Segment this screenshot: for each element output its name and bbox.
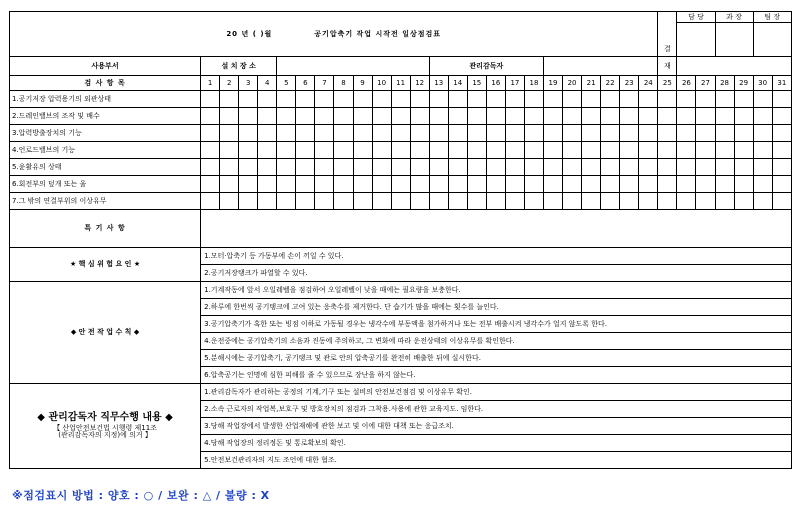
- check-cell[interactable]: [296, 176, 315, 193]
- check-cell[interactable]: [772, 91, 791, 108]
- check-cell[interactable]: [543, 159, 562, 176]
- day-header: 8: [334, 76, 353, 91]
- check-item: 2.드레인밸브의 조작 및 배수: [10, 108, 201, 125]
- check-cell[interactable]: [772, 108, 791, 125]
- day-header: 9: [353, 76, 372, 91]
- check-cell[interactable]: [258, 91, 277, 108]
- supervisor-duty-item: 4.당해 작업장의 정리정돈 및 통로확보의 확인.: [201, 435, 792, 452]
- check-cell[interactable]: [772, 142, 791, 159]
- day-header: 6: [296, 76, 315, 91]
- check-cell[interactable]: [658, 159, 677, 176]
- supervisor-duty-item: 1.관리감독자가 관리하는 공정의 기계,기구 또는 설비의 안전보건점검 및 이상유무 확인.: [201, 384, 792, 401]
- check-cell[interactable]: [620, 108, 639, 125]
- check-cell[interactable]: [772, 125, 791, 142]
- check-item: 7.그 밖의 연결부위의 이상유무: [10, 193, 201, 210]
- check-cell[interactable]: [353, 142, 372, 159]
- check-cell[interactable]: [391, 176, 410, 193]
- special-notes-label: 특 기 사 항: [10, 210, 201, 248]
- check-cell[interactable]: [524, 176, 543, 193]
- check-cell[interactable]: [677, 159, 696, 176]
- check-item: 4.언로드밸브의 기능: [10, 142, 201, 159]
- day-header: 22: [601, 76, 620, 91]
- check-cell[interactable]: [563, 159, 582, 176]
- approval-label-bottom: 재: [658, 57, 677, 76]
- check-cell[interactable]: [486, 159, 505, 176]
- check-cell[interactable]: [296, 91, 315, 108]
- check-cell[interactable]: [620, 125, 639, 142]
- supervisor-duties-block: [10, 384, 201, 469]
- check-cell[interactable]: [753, 142, 772, 159]
- day-header: 12: [410, 76, 429, 91]
- check-cell[interactable]: [410, 125, 429, 142]
- check-cell[interactable]: [734, 142, 753, 159]
- check-cell[interactable]: [696, 176, 715, 193]
- check-cell[interactable]: [524, 193, 543, 210]
- marking-legend: ※점검표시 방법 : 양호 : ○ / 보완 : △ / 불량 : X: [12, 489, 270, 502]
- check-cell[interactable]: [448, 176, 467, 193]
- check-cell[interactable]: [315, 108, 334, 125]
- check-cell[interactable]: [505, 176, 524, 193]
- check-cell[interactable]: [658, 142, 677, 159]
- check-cell[interactable]: [334, 108, 353, 125]
- day-header: 13: [429, 76, 448, 91]
- check-cell[interactable]: [448, 193, 467, 210]
- check-cell[interactable]: [734, 108, 753, 125]
- check-cell[interactable]: [677, 142, 696, 159]
- check-cell[interactable]: [391, 125, 410, 142]
- safety-rule-item: 3.공기압축기가 혹한 또는 빙점 이하로 가동될 경우는 냉각수에 부동액을 첨가하거나 또는 전부 배출시켜 냉각수가 얼지 않도록 한다.: [201, 316, 792, 333]
- check-cell[interactable]: [391, 159, 410, 176]
- check-cell[interactable]: [220, 193, 239, 210]
- check-cell[interactable]: [429, 125, 448, 142]
- check-cell[interactable]: [734, 91, 753, 108]
- check-cell[interactable]: [334, 142, 353, 159]
- site-value[interactable]: [277, 57, 429, 76]
- check-cell[interactable]: [201, 125, 220, 142]
- check-cell[interactable]: [563, 108, 582, 125]
- check-cell[interactable]: [772, 159, 791, 176]
- signer-team-lead: 팀 장: [753, 12, 791, 23]
- check-cell[interactable]: [620, 159, 639, 176]
- check-cell[interactable]: [410, 91, 429, 108]
- check-cell[interactable]: [772, 176, 791, 193]
- check-cell[interactable]: [524, 142, 543, 159]
- check-cell[interactable]: [467, 176, 486, 193]
- check-cell[interactable]: [239, 125, 258, 142]
- check-cell[interactable]: [334, 176, 353, 193]
- check-cell[interactable]: [372, 108, 391, 125]
- check-cell[interactable]: [715, 176, 734, 193]
- check-cell[interactable]: [563, 142, 582, 159]
- day-header: 16: [486, 76, 505, 91]
- check-cell[interactable]: [429, 176, 448, 193]
- day-header: 30: [753, 76, 772, 91]
- check-cell[interactable]: [239, 108, 258, 125]
- check-cell[interactable]: [582, 159, 601, 176]
- check-cell[interactable]: [543, 142, 562, 159]
- supervisor-duties-label: ◆ 관리감독자 직무수행 내용 ◆: [37, 412, 173, 423]
- check-cell[interactable]: [696, 159, 715, 176]
- check-cell[interactable]: [715, 91, 734, 108]
- check-cell[interactable]: [239, 159, 258, 176]
- day-header: 23: [620, 76, 639, 91]
- check-cell[interactable]: [277, 142, 296, 159]
- day-header: 28: [715, 76, 734, 91]
- day-header: 7: [315, 76, 334, 91]
- check-cell[interactable]: [201, 142, 220, 159]
- safety-rule-item: 2.하루에 한번씩 공기탱크에 고여 있는 응축수를 제거한다. 단 습기가 많을 때에는 횟수를 늘인다.: [201, 299, 792, 316]
- check-cell[interactable]: [239, 193, 258, 210]
- check-cell[interactable]: [467, 125, 486, 142]
- supervisor-duty-item: 3.당해 작업장에서 발생한 산업재해에 관한 보고 및 이에 대한 대책 또는 응급조치.: [201, 418, 792, 435]
- check-cell[interactable]: [448, 125, 467, 142]
- check-cell[interactable]: [601, 193, 620, 210]
- signer-staff: 담 당: [677, 12, 715, 23]
- check-cell[interactable]: [239, 176, 258, 193]
- check-cell[interactable]: [429, 193, 448, 210]
- check-cell[interactable]: [391, 91, 410, 108]
- check-cell[interactable]: [220, 108, 239, 125]
- check-cell[interactable]: [201, 176, 220, 193]
- check-cell[interactable]: [391, 108, 410, 125]
- day-header: 19: [543, 76, 562, 91]
- check-cell[interactable]: [563, 193, 582, 210]
- day-header: 21: [582, 76, 601, 91]
- check-cell[interactable]: [753, 193, 772, 210]
- signature-box-team-lead[interactable]: [753, 23, 791, 57]
- check-cell[interactable]: [658, 176, 677, 193]
- check-cell[interactable]: [277, 91, 296, 108]
- check-cell[interactable]: [277, 125, 296, 142]
- check-cell[interactable]: [239, 91, 258, 108]
- special-notes-input[interactable]: [201, 210, 792, 248]
- hazards-label: ★ 핵 심 위 험 요 인 ★: [10, 248, 201, 282]
- check-cell[interactable]: [601, 159, 620, 176]
- check-cell[interactable]: [372, 193, 391, 210]
- day-header: 27: [696, 76, 715, 91]
- check-cell[interactable]: [658, 91, 677, 108]
- check-cell[interactable]: [410, 176, 429, 193]
- check-cell[interactable]: [543, 91, 562, 108]
- check-cell[interactable]: [734, 125, 753, 142]
- check-cell[interactable]: [429, 108, 448, 125]
- check-cell[interactable]: [582, 142, 601, 159]
- check-cell[interactable]: [467, 193, 486, 210]
- check-cell[interactable]: [467, 159, 486, 176]
- check-cell[interactable]: [391, 193, 410, 210]
- check-cell[interactable]: [696, 193, 715, 210]
- check-cell[interactable]: [258, 142, 277, 159]
- day-header: 17: [505, 76, 524, 91]
- check-cell[interactable]: [524, 108, 543, 125]
- check-cell[interactable]: [429, 142, 448, 159]
- day-header: 20: [563, 76, 582, 91]
- check-cell[interactable]: [429, 91, 448, 108]
- check-cell[interactable]: [391, 142, 410, 159]
- check-cell[interactable]: [315, 193, 334, 210]
- check-cell[interactable]: [296, 125, 315, 142]
- check-cell[interactable]: [201, 91, 220, 108]
- check-cell[interactable]: [639, 142, 658, 159]
- title-year: 20 년 ( )월: [226, 29, 273, 38]
- check-cell[interactable]: [467, 91, 486, 108]
- check-cell[interactable]: [334, 125, 353, 142]
- check-cell[interactable]: [601, 125, 620, 142]
- check-cell[interactable]: [696, 142, 715, 159]
- check-cell[interactable]: [448, 142, 467, 159]
- check-cell[interactable]: [429, 159, 448, 176]
- check-cell[interactable]: [410, 142, 429, 159]
- check-cell[interactable]: [696, 108, 715, 125]
- safety-rule-item: 1.기계작동에 앞서 오일레벨을 점검하여 오일레벨이 낮을 때에는 필요량을 보충한다.: [201, 282, 792, 299]
- check-cell[interactable]: [486, 193, 505, 210]
- check-cell[interactable]: [582, 91, 601, 108]
- check-cell[interactable]: [505, 108, 524, 125]
- check-cell[interactable]: [524, 159, 543, 176]
- check-cell[interactable]: [277, 176, 296, 193]
- safety-rule-item: 5.분해시에는 공기압축기, 공기탱크 및 관로 안의 압축공기를 완전히 배출한 뒤에 실시한다.: [201, 350, 792, 367]
- check-cell[interactable]: [277, 108, 296, 125]
- check-cell[interactable]: [486, 142, 505, 159]
- check-cell[interactable]: [372, 159, 391, 176]
- day-header: 2: [220, 76, 239, 91]
- check-cell[interactable]: [201, 159, 220, 176]
- check-cell[interactable]: [201, 193, 220, 210]
- check-cell[interactable]: [696, 91, 715, 108]
- check-cell[interactable]: [334, 91, 353, 108]
- check-cell[interactable]: [734, 176, 753, 193]
- check-cell[interactable]: [372, 91, 391, 108]
- check-cell[interactable]: [353, 91, 372, 108]
- check-cell[interactable]: [277, 193, 296, 210]
- check-cell[interactable]: [315, 125, 334, 142]
- check-cell[interactable]: [543, 176, 562, 193]
- supervisor-value[interactable]: [543, 57, 657, 76]
- check-cell[interactable]: [220, 142, 239, 159]
- check-cell[interactable]: [258, 193, 277, 210]
- check-cell[interactable]: [734, 159, 753, 176]
- check-cell[interactable]: [715, 159, 734, 176]
- check-cell[interactable]: [524, 125, 543, 142]
- check-cell[interactable]: [505, 142, 524, 159]
- day-header: 5: [277, 76, 296, 91]
- check-item: 5.윤활유의 상태: [10, 159, 201, 176]
- check-cell[interactable]: [677, 193, 696, 210]
- check-cell[interactable]: [715, 108, 734, 125]
- day-header: 29: [734, 76, 753, 91]
- signature-box-staff[interactable]: [677, 23, 715, 57]
- check-cell[interactable]: [677, 108, 696, 125]
- check-cell[interactable]: [353, 108, 372, 125]
- dept-label: 사용부서: [10, 57, 201, 76]
- check-cell[interactable]: [410, 108, 429, 125]
- check-cell[interactable]: [753, 176, 772, 193]
- check-cell[interactable]: [486, 108, 505, 125]
- check-cell[interactable]: [448, 159, 467, 176]
- check-cell[interactable]: [315, 91, 334, 108]
- signature-box-extra[interactable]: [677, 57, 792, 76]
- check-cell[interactable]: [563, 176, 582, 193]
- check-cell[interactable]: [658, 125, 677, 142]
- site-label: 설 치 장 소: [201, 57, 277, 76]
- safety-rule-item: 4.운전중에는 공기압축기의 소음과 진동에 주의하고, 그 변화에 따라 운전상태의 이상유무를 확인한다.: [201, 333, 792, 350]
- check-cell[interactable]: [372, 125, 391, 142]
- check-cell[interactable]: [258, 108, 277, 125]
- check-cell[interactable]: [677, 125, 696, 142]
- check-cell[interactable]: [315, 176, 334, 193]
- check-cell[interactable]: [296, 108, 315, 125]
- check-cell[interactable]: [639, 193, 658, 210]
- check-cell[interactable]: [563, 91, 582, 108]
- check-cell[interactable]: [258, 125, 277, 142]
- check-cell[interactable]: [601, 91, 620, 108]
- check-cell[interactable]: [353, 176, 372, 193]
- day-header: 4: [258, 76, 277, 91]
- check-cell[interactable]: [601, 176, 620, 193]
- check-cell[interactable]: [543, 193, 562, 210]
- check-cell[interactable]: [277, 159, 296, 176]
- supervisor-duties-law: 【 산업안전보건법 시행령 제11조: [53, 424, 157, 432]
- hazard-item: 1.모터·압축기 등 가동부에 손이 끼일 수 있다.: [201, 248, 792, 265]
- approval-label-top: 결: [658, 12, 677, 57]
- check-cell[interactable]: [543, 108, 562, 125]
- check-cell[interactable]: [334, 193, 353, 210]
- check-cell[interactable]: [753, 91, 772, 108]
- check-cell[interactable]: [353, 193, 372, 210]
- check-item: 6.회전부의 덮개 또는 울: [10, 176, 201, 193]
- day-header: 26: [677, 76, 696, 91]
- check-cell[interactable]: [753, 159, 772, 176]
- check-cell[interactable]: [448, 91, 467, 108]
- check-item: 1.공기저장 압력용기의 외관상태: [10, 91, 201, 108]
- day-header: 24: [639, 76, 658, 91]
- title-main: 공기압축기 작업 시작전 일상점검표: [314, 29, 442, 38]
- check-cell[interactable]: [372, 176, 391, 193]
- check-cell[interactable]: [220, 159, 239, 176]
- check-cell[interactable]: [296, 159, 315, 176]
- inspection-table: [9, 11, 792, 469]
- day-header: 1: [201, 76, 220, 91]
- check-cell[interactable]: [334, 159, 353, 176]
- check-cell[interactable]: [486, 125, 505, 142]
- check-cell[interactable]: [582, 193, 601, 210]
- day-header: 15: [467, 76, 486, 91]
- check-cell[interactable]: [620, 142, 639, 159]
- hazard-item: 2.공기저장탱크가 파열할 수 있다.: [201, 265, 792, 282]
- check-cell[interactable]: [486, 91, 505, 108]
- check-cell[interactable]: [486, 176, 505, 193]
- check-cell[interactable]: [563, 125, 582, 142]
- check-cell[interactable]: [543, 125, 562, 142]
- check-cell[interactable]: [715, 142, 734, 159]
- check-cell[interactable]: [582, 108, 601, 125]
- check-cell[interactable]: [372, 142, 391, 159]
- check-cell[interactable]: [239, 142, 258, 159]
- day-header: 11: [391, 76, 410, 91]
- check-cell[interactable]: [772, 193, 791, 210]
- check-cell[interactable]: [410, 193, 429, 210]
- check-cell[interactable]: [620, 91, 639, 108]
- signer-manager: 과 장: [715, 12, 753, 23]
- safety-rule-item: 6.압축공기는 인명에 심한 피해를 줄 수 있으므로 장난을 하지 않는다.: [201, 367, 792, 384]
- day-header: 18: [524, 76, 543, 91]
- check-cell[interactable]: [620, 176, 639, 193]
- check-cell[interactable]: [639, 159, 658, 176]
- items-header: 검 사 항 목: [10, 76, 201, 91]
- check-cell[interactable]: [258, 176, 277, 193]
- check-cell[interactable]: [677, 91, 696, 108]
- check-item: 3.압력방출장치의 기능: [10, 125, 201, 142]
- supervisor-duty-item: 2.소속 근로자의 작업복,보호구 및 방호장치의 점검과 그착용.사용에 관한 교육지도. 임한다.: [201, 401, 792, 418]
- check-cell[interactable]: [448, 108, 467, 125]
- check-cell[interactable]: [753, 108, 772, 125]
- check-cell[interactable]: [505, 193, 524, 210]
- supervisor-label: 관리감독자: [429, 57, 543, 76]
- check-cell[interactable]: [353, 125, 372, 142]
- signature-box-manager[interactable]: [715, 23, 753, 57]
- check-cell[interactable]: [639, 125, 658, 142]
- check-cell[interactable]: [582, 125, 601, 142]
- check-cell[interactable]: [715, 193, 734, 210]
- check-cell[interactable]: [658, 108, 677, 125]
- check-cell[interactable]: [258, 159, 277, 176]
- check-cell[interactable]: [524, 91, 543, 108]
- supervisor-duty-item: 5.안전보건관리자의 지도 조언에 대한 협조.: [201, 452, 792, 469]
- day-header: 25: [658, 76, 677, 91]
- check-cell[interactable]: [315, 142, 334, 159]
- check-cell[interactable]: [467, 108, 486, 125]
- safety-rules-label: ◆ 안 전 작 업 수 칙 ◆: [10, 282, 201, 384]
- check-cell[interactable]: [296, 142, 315, 159]
- day-header: 14: [448, 76, 467, 91]
- check-cell[interactable]: [467, 142, 486, 159]
- check-cell[interactable]: [505, 125, 524, 142]
- check-cell[interactable]: [296, 193, 315, 210]
- check-cell[interactable]: [658, 193, 677, 210]
- check-cell[interactable]: [639, 91, 658, 108]
- check-cell[interactable]: [220, 125, 239, 142]
- day-header: 10: [372, 76, 391, 91]
- day-header: 3: [239, 76, 258, 91]
- check-cell[interactable]: [734, 193, 753, 210]
- check-cell[interactable]: [620, 193, 639, 210]
- check-cell[interactable]: [220, 176, 239, 193]
- sheet-title: [10, 12, 658, 57]
- inspection-sheet: [9, 11, 792, 469]
- check-cell[interactable]: [201, 108, 220, 125]
- check-cell[interactable]: [505, 159, 524, 176]
- check-cell[interactable]: [601, 142, 620, 159]
- check-cell[interactable]: [639, 108, 658, 125]
- check-cell[interactable]: [696, 125, 715, 142]
- check-cell[interactable]: [677, 176, 696, 193]
- check-cell[interactable]: [220, 91, 239, 108]
- check-cell[interactable]: [601, 108, 620, 125]
- check-cell[interactable]: [582, 176, 601, 193]
- check-cell[interactable]: [410, 159, 429, 176]
- supervisor-duties-law-note: (관리감독자의 지정)에 의거 】: [58, 431, 152, 439]
- check-cell[interactable]: [715, 125, 734, 142]
- check-cell[interactable]: [639, 176, 658, 193]
- check-cell[interactable]: [315, 159, 334, 176]
- day-header: 31: [772, 76, 791, 91]
- check-cell[interactable]: [505, 91, 524, 108]
- check-cell[interactable]: [353, 159, 372, 176]
- check-cell[interactable]: [753, 125, 772, 142]
